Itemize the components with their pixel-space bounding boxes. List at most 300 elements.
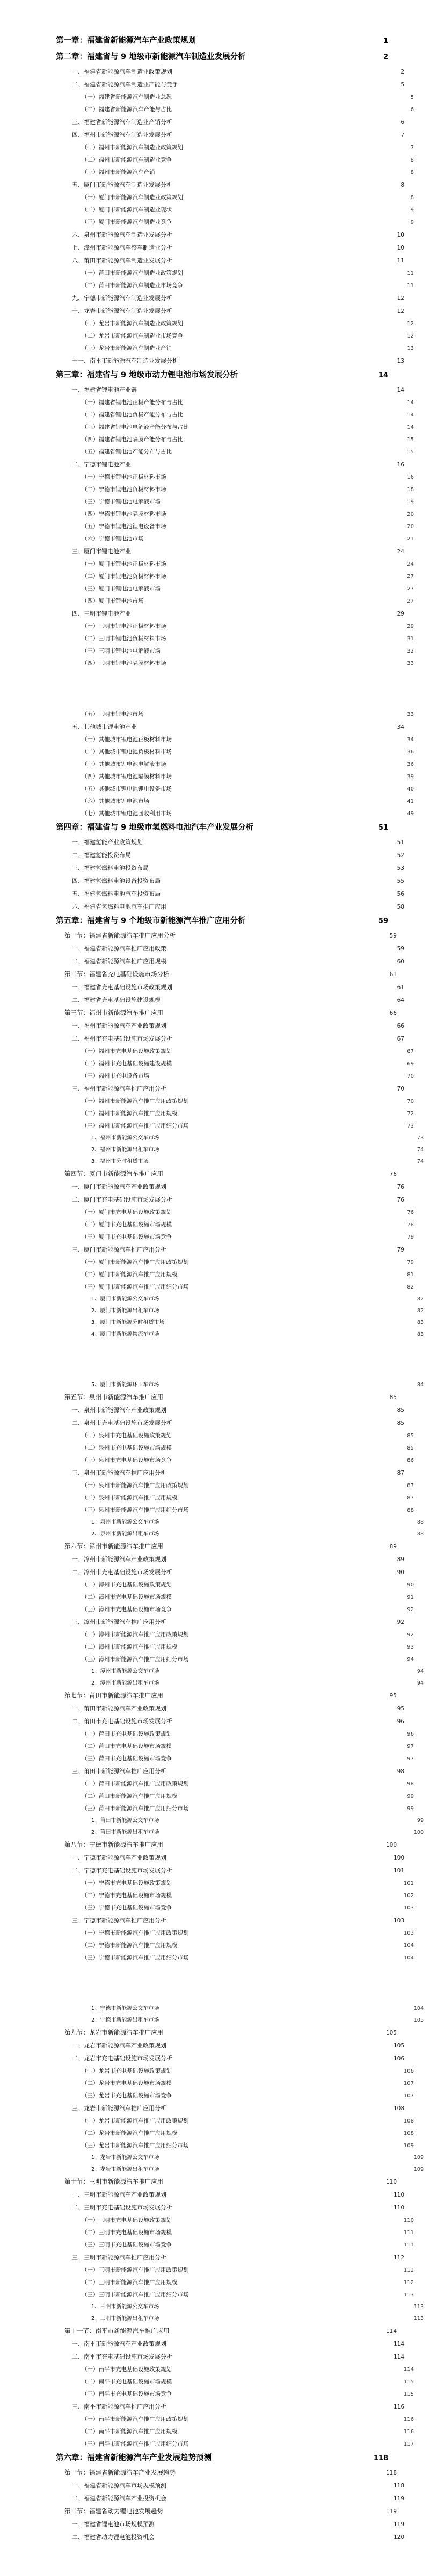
toc-level1-entry[interactable] — [72, 2351, 404, 2363]
toc-page-number: 97 — [407, 1756, 414, 1762]
toc-section-entry[interactable] — [64, 968, 397, 981]
toc-level1-entry[interactable] — [72, 2401, 404, 2413]
toc-page-number: 5 — [401, 82, 404, 88]
toc-page-number: 85 — [397, 1420, 404, 1426]
toc-level1-entry[interactable] — [72, 2531, 404, 2544]
toc-page-number: 111 — [403, 2230, 414, 2236]
toc-level1-entry[interactable] — [72, 862, 404, 875]
toc-section-entry[interactable] — [64, 1839, 397, 1851]
toc-level2-entry[interactable] — [82, 2090, 414, 2102]
toc-level1-entry[interactable] — [72, 1616, 404, 1629]
toc-level1-entry[interactable] — [72, 179, 404, 192]
toc-page-number: 12 — [407, 321, 414, 327]
toc-level2-entry[interactable] — [82, 2227, 414, 2239]
toc-level3-entry[interactable] — [91, 2313, 424, 2325]
toc-page-number: 111 — [403, 2242, 414, 2248]
toc-level2-entry[interactable] — [82, 1045, 414, 1058]
toc-level2-entry[interactable] — [82, 1430, 414, 1442]
toc-level1-entry[interactable] — [72, 836, 404, 849]
toc-level2-entry[interactable] — [82, 746, 414, 758]
toc-level1-entry[interactable] — [72, 254, 404, 267]
toc-level2-entry[interactable] — [82, 1778, 414, 1790]
toc-dot-leader — [168, 2045, 392, 2046]
page-break — [56, 670, 388, 708]
toc-entry-label: 二、福建省新能源汽车推广应用规模 — [72, 958, 166, 965]
toc-entry-label: 二、福建省充电基础设施建设规模 — [72, 997, 161, 1004]
toc-page-number: 70 — [407, 1073, 414, 1079]
toc-dot-leader — [177, 2472, 385, 2473]
toc-entry-label: （二）福州市新能源汽车制造业竞争 — [82, 157, 172, 163]
toc-level2-entry[interactable] — [82, 521, 414, 533]
toc-level2-entry[interactable] — [82, 496, 414, 508]
toc-level1-entry[interactable] — [72, 78, 404, 91]
toc-entry-label: （二）福州市充电基础设施建设规模 — [82, 1060, 172, 1067]
toc-level2-entry[interactable] — [82, 1790, 414, 1803]
toc-level2-entry[interactable] — [82, 409, 414, 421]
toc-page-number: 108 — [393, 2105, 404, 2112]
toc-level1-entry[interactable] — [72, 875, 404, 888]
toc-level2-entry[interactable] — [82, 1591, 414, 1604]
toc-entry-label: （二）漳州市新能源汽车推广应用规模 — [82, 1644, 178, 1650]
toc-level1-entry[interactable] — [72, 2039, 404, 2052]
toc-entry-label: 十一、南平市新能源汽车制造业发展分析 — [72, 357, 178, 364]
toc-level1-entry[interactable] — [72, 65, 404, 78]
toc-page-number: 76 — [397, 1184, 404, 1190]
toc-page-number: 16 — [397, 462, 404, 468]
toc-level1-entry[interactable] — [72, 849, 404, 862]
toc-level1-entry[interactable] — [72, 1702, 404, 1715]
toc-entry-label: （三）宁德市锂电池电解液市场 — [82, 499, 161, 505]
toc-level2-entry[interactable] — [82, 734, 414, 746]
toc-page-number: 115 — [403, 2379, 414, 2385]
toc-entry-label: （三）厦门市锂电池电解液市场 — [82, 586, 161, 592]
toc-level2-entry[interactable] — [82, 1480, 414, 1492]
toc-level2-entry[interactable] — [82, 1206, 414, 1219]
toc-level2-entry[interactable] — [82, 1803, 414, 1815]
toc-level2-entry[interactable] — [82, 1604, 414, 1616]
toc-level2-entry[interactable] — [82, 508, 414, 521]
toc-level2-entry[interactable] — [82, 2277, 414, 2289]
toc-dot-leader — [173, 2207, 392, 2208]
toc-chapter-entry[interactable] — [56, 49, 388, 65]
toc-level3-entry[interactable] — [91, 1517, 424, 1528]
toc-level2-entry[interactable] — [82, 91, 414, 104]
toc-entry-label: （三）泉州市新能源汽车推广应用细分市场 — [82, 1507, 189, 1513]
toc-level2-entry[interactable] — [82, 1728, 414, 1740]
toc-level1-entry[interactable] — [72, 942, 404, 955]
toc-level1-entry[interactable] — [72, 1715, 404, 1728]
toc-level1-entry[interactable] — [72, 2102, 404, 2115]
toc-level3-entry[interactable] — [91, 1132, 424, 1144]
toc-section-entry[interactable] — [64, 2325, 397, 2338]
toc-entry-label: 2、厦门市新能源出租车市场 — [91, 1308, 159, 1314]
toc-dot-leader — [173, 1721, 396, 1722]
toc-level1-entry[interactable] — [72, 2189, 404, 2201]
toc-level2-entry[interactable] — [82, 104, 414, 116]
toc-page-number: 10 — [397, 245, 404, 251]
toc-level3-entry[interactable] — [91, 1293, 424, 1305]
toc-level2-entry[interactable] — [82, 2363, 414, 2376]
toc-level3-entry[interactable] — [91, 2164, 424, 2176]
toc-level1-entry[interactable] — [72, 1020, 404, 1033]
toc-section-entry[interactable] — [64, 930, 397, 942]
toc-level3-entry[interactable] — [91, 1666, 424, 1678]
toc-level2-entry[interactable] — [82, 267, 414, 280]
toc-level1-entry[interactable] — [72, 2251, 404, 2264]
toc-chapter-entry[interactable] — [56, 368, 388, 384]
toc-page-number: 85 — [397, 1407, 404, 1414]
toc-entry-label: （一）福建省锂电池正极产能分布与占比 — [82, 399, 183, 406]
toc-dot-leader — [179, 1274, 406, 1275]
toc-entry-label: 第六章：福建省新能源汽车产业发展趋势预测 — [56, 2454, 212, 2462]
toc-page-number: 61 — [397, 984, 404, 991]
toc-level2-entry[interactable] — [82, 397, 414, 409]
toc-page-number: 12 — [397, 308, 404, 314]
toc-level2-entry[interactable] — [82, 1952, 414, 1964]
toc-level3-entry[interactable] — [91, 1379, 424, 1391]
toc-dot-leader — [173, 1224, 405, 1225]
toc-page-number: 119 — [393, 2521, 404, 2528]
toc-level3-entry[interactable] — [91, 1317, 424, 1329]
toc-page-number: 112 — [403, 2280, 414, 2286]
toc-level1-entry[interactable] — [72, 888, 404, 901]
toc-level2-entry[interactable] — [82, 533, 414, 545]
toc-section-entry[interactable] — [64, 2505, 397, 2518]
toc-level3-entry[interactable] — [91, 2152, 424, 2164]
toc-level3-entry[interactable] — [91, 1815, 424, 1827]
toc-level2-entry[interactable] — [82, 2140, 414, 2152]
toc-level2-entry[interactable] — [82, 142, 414, 154]
toc-level1-entry[interactable] — [72, 901, 404, 913]
toc-entry-label: （一）福州市新能源汽车推广应用政策规划 — [82, 1098, 189, 1104]
toc-section-entry[interactable] — [64, 2467, 397, 2479]
toc-dot-leader — [190, 2443, 403, 2444]
toc-level2-entry[interactable] — [82, 783, 414, 795]
toc-entry-label: （二）莆田市新能源汽车推广应用规模 — [82, 1793, 178, 1799]
toc-page-number: 114 — [403, 2367, 414, 2373]
toc-level3-entry[interactable] — [91, 1156, 424, 1168]
toc-level2-entry[interactable] — [82, 484, 414, 496]
toc-level2-entry[interactable] — [82, 2413, 414, 2426]
toc-dot-leader — [173, 1870, 392, 1871]
toc-level2-entry[interactable] — [82, 645, 414, 657]
toc-level2-entry[interactable] — [82, 166, 414, 179]
toc-dot-leader — [173, 247, 396, 248]
toc-entry-label: 2、福州市新能源出租车市场 — [91, 1147, 159, 1153]
toc-level2-entry[interactable] — [82, 318, 414, 330]
toc-level1-entry[interactable] — [72, 305, 404, 318]
toc-page-number: 72 — [407, 1111, 414, 1117]
toc-section-entry[interactable] — [64, 1007, 397, 1020]
toc-level1-entry[interactable] — [72, 1417, 404, 1430]
toc-entry-label: （二）福州市新能源汽车推广应用规模 — [82, 1110, 178, 1117]
toc-level2-entry[interactable] — [82, 342, 414, 355]
toc-page-number: 103 — [403, 1905, 414, 1911]
toc-page-number: 105 — [413, 2017, 424, 2023]
toc-level1-entry[interactable] — [72, 1404, 404, 1417]
toc-dot-leader — [168, 2485, 392, 2486]
toc-level1-entry[interactable] — [72, 1566, 404, 1579]
toc-entry-label: 第四章：福建省与 9 地级市氢燃料电池汽车产业发展分析 — [56, 823, 254, 832]
toc-level2-entry[interactable] — [82, 1070, 414, 1082]
toc-level1-entry[interactable] — [72, 241, 404, 254]
toc-page-number: 107 — [403, 2093, 414, 2099]
toc-level1-entry[interactable] — [72, 2518, 404, 2531]
toc-level2-entry[interactable] — [82, 1454, 414, 1467]
toc-level2-entry[interactable] — [82, 1095, 414, 1108]
toc-page-number: 118 — [385, 2470, 397, 2476]
toc-chapter-entry[interactable] — [56, 2450, 388, 2467]
toc-level2-entry[interactable] — [82, 1629, 414, 1641]
toc-entry-label: 第七节：莆田市新能源汽车推广应用 — [64, 1692, 163, 1699]
toc-page-number: 98 — [407, 1781, 414, 1787]
toc-section-entry[interactable] — [64, 1540, 397, 1553]
toc-level1-entry[interactable] — [72, 292, 404, 305]
toc-level1-entry[interactable] — [72, 2052, 404, 2065]
toc-page-number: 90 — [397, 1569, 404, 1576]
toc-level2-entry[interactable] — [82, 1890, 414, 1902]
toc-page-number: 66 — [397, 1023, 404, 1029]
toc-entry-label: 三、福州市新能源汽车推广应用分析 — [72, 1085, 166, 1092]
toc-level2-entry[interactable] — [82, 633, 414, 645]
toc-level2-entry[interactable] — [82, 154, 414, 166]
toc-level2-entry[interactable] — [82, 1256, 414, 1269]
toc-page-number: 34 — [397, 724, 404, 730]
toc-level2-entry[interactable] — [82, 204, 414, 216]
toc-level1-entry[interactable] — [72, 1553, 404, 1566]
toc-level1-entry[interactable] — [72, 1194, 404, 1206]
toc-level3-entry[interactable] — [91, 1329, 424, 1341]
toc-level1-entry[interactable] — [72, 608, 404, 620]
toc-page-number: 96 — [407, 1731, 414, 1737]
toc-level1-entry[interactable] — [72, 994, 404, 1007]
toc-entry-label: （四）宁德市锂电池隔膜材料市场 — [82, 511, 166, 517]
toc-entry-label: 三、龙岩市新能源汽车推广应用分析 — [72, 2105, 166, 2112]
toc-level2-entry[interactable] — [82, 421, 414, 434]
toc-level2-entry[interactable] — [82, 1504, 414, 1517]
toc-level2-entry[interactable] — [82, 2127, 414, 2140]
toc-page-number: 7 — [401, 132, 404, 138]
toc-level1-entry[interactable] — [72, 2338, 404, 2351]
toc-page-number: 15 — [407, 449, 414, 455]
toc-page-number: 14 — [407, 412, 414, 418]
toc-level2-entry[interactable] — [82, 216, 414, 229]
toc-level2-entry[interactable] — [82, 1492, 414, 1504]
toc-page-number: 6 — [401, 119, 404, 126]
toc-level1-entry[interactable] — [72, 721, 404, 734]
toc-page-number: 40 — [407, 786, 414, 792]
toc-level2-entry[interactable] — [82, 657, 414, 670]
toc-level3-entry[interactable] — [91, 2015, 424, 2026]
toc-level2-entry[interactable] — [82, 1927, 414, 1940]
toc-entry-label: 二、宁德市锂电池产业 — [72, 461, 131, 468]
toc-level1-entry[interactable] — [72, 2492, 404, 2505]
toc-level3-entry[interactable] — [91, 1678, 424, 1689]
toc-level1-entry[interactable] — [72, 2479, 404, 2492]
toc-level2-entry[interactable] — [82, 1269, 414, 1281]
toc-page-number: 110 — [385, 2179, 397, 2185]
toc-page-number: 83 — [417, 1320, 424, 1326]
toc-page-number: 9 — [410, 207, 414, 213]
toc-level2-entry[interactable] — [82, 595, 414, 608]
toc-level2-entry[interactable] — [82, 620, 414, 633]
toc-level2-entry[interactable] — [82, 2426, 414, 2438]
toc-page-number: 36 — [407, 749, 414, 755]
toc-entry-label: 一、莆田市新能源汽车产业政策规划 — [72, 1705, 166, 1712]
toc-level1-entry[interactable] — [72, 355, 404, 368]
toc-dot-leader — [177, 935, 388, 936]
toc-section-entry[interactable] — [64, 1391, 397, 1404]
toc-level2-entry[interactable] — [82, 1740, 414, 1753]
toc-dot-leader — [173, 2244, 403, 2245]
toc-level3-entry[interactable] — [91, 2301, 424, 2313]
toc-level2-entry[interactable] — [82, 1442, 414, 1454]
toc-dot-leader — [168, 2406, 392, 2407]
toc-level2-entry[interactable] — [82, 1940, 414, 1952]
toc-dot-leader — [179, 2431, 403, 2432]
toc-entry-label: （三）三明市充电基础设施市场竞争 — [82, 2242, 172, 2248]
toc-level2-entry[interactable] — [82, 2077, 414, 2090]
toc-page-number: 92 — [407, 1607, 414, 1613]
toc-entry-label: （二）漳州市充电基础设施市场规模 — [82, 1594, 172, 1600]
toc-level2-entry[interactable] — [82, 192, 414, 204]
toc-page-number: 94 — [417, 1668, 424, 1674]
toc-chapter-entry[interactable] — [56, 33, 388, 49]
toc-level2-entry[interactable] — [82, 2376, 414, 2388]
toc-level2-entry[interactable] — [82, 2239, 414, 2251]
toc-level2-entry[interactable] — [82, 1219, 414, 1231]
toc-level3-entry[interactable] — [91, 1827, 424, 1839]
toc-level2-entry[interactable] — [82, 2065, 414, 2077]
toc-level1-entry[interactable] — [72, 1851, 404, 1864]
toc-level3-entry[interactable] — [91, 1528, 424, 1540]
toc-level1-entry[interactable] — [72, 384, 404, 397]
toc-level2-entry[interactable] — [82, 1108, 414, 1120]
toc-entry-label: 第二节：福建省充电基础设施市场分析 — [64, 970, 170, 978]
toc-level2-entry[interactable] — [82, 1281, 414, 1293]
toc-page-number: 117 — [403, 2441, 414, 2447]
toc-level2-entry[interactable] — [82, 1231, 414, 1243]
toc-level2-entry[interactable] — [82, 558, 414, 570]
toc-entry-label: （三）莆田市充电基础设施市场竞争 — [82, 1755, 172, 1762]
toc-level1-entry[interactable] — [72, 1033, 404, 1045]
toc-level1-entry[interactable] — [72, 545, 404, 558]
toc-level2-entry[interactable] — [82, 1902, 414, 1914]
toc-entry-label: （一）厦门市新能源汽车推广应用政策规划 — [82, 1259, 189, 1265]
toc-page-number: 100 — [413, 1829, 424, 1835]
toc-level3-entry[interactable] — [91, 1144, 424, 1156]
toc-level2-entry[interactable] — [82, 471, 414, 484]
toc-level2-entry[interactable] — [82, 758, 414, 771]
toc-level1-entry[interactable] — [72, 1864, 404, 1877]
toc-level2-entry[interactable] — [82, 570, 414, 583]
toc-page-number: 104 — [403, 1955, 414, 1961]
toc-page-number: 95 — [397, 1706, 404, 1712]
toc-level2-entry[interactable] — [82, 583, 414, 595]
toc-chapter-entry[interactable] — [56, 820, 388, 836]
toc-level2-entry[interactable] — [82, 2438, 414, 2450]
toc-level2-entry[interactable] — [82, 2264, 414, 2277]
toc-page-number: 104 — [403, 1943, 414, 1949]
toc-level2-entry[interactable] — [82, 2214, 414, 2227]
toc-dot-leader — [168, 2194, 392, 2195]
toc-level1-entry[interactable] — [72, 2201, 404, 2214]
toc-entry-label: （一）龙岩市充电基础设施政策规划 — [82, 2068, 172, 2074]
toc-level2-entry[interactable] — [82, 446, 414, 458]
toc-level2-entry[interactable] — [82, 808, 414, 820]
toc-page-number: 98 — [397, 1768, 404, 1775]
toc-level2-entry[interactable] — [82, 708, 414, 721]
toc-page-number: 13 — [407, 346, 414, 352]
toc-level2-entry[interactable] — [82, 2115, 414, 2127]
toc-page-number: 14 — [397, 387, 404, 393]
toc-level2-entry[interactable] — [82, 434, 414, 446]
toc-section-entry[interactable] — [64, 1168, 397, 1181]
toc-dot-leader — [168, 906, 396, 907]
toc-level1-entry[interactable] — [72, 1914, 404, 1927]
toc-level2-entry[interactable] — [82, 1653, 414, 1666]
toc-page-number: 89 — [397, 1556, 404, 1563]
toc-page-number: 73 — [417, 1135, 424, 1141]
toc-page-number: 66 — [389, 1010, 397, 1016]
toc-level1-entry[interactable] — [72, 1181, 404, 1194]
toc-level1-entry[interactable] — [72, 116, 404, 129]
toc-page-number: 109 — [403, 2143, 414, 2149]
toc-level1-entry[interactable] — [72, 1082, 404, 1095]
toc-level2-entry[interactable] — [82, 1877, 414, 1890]
toc-page-number: 12 — [407, 333, 414, 339]
toc-page-number: 73 — [407, 1123, 414, 1129]
toc-entry-label: 2、泉州市新能源出租车市场 — [91, 1531, 159, 1537]
toc-level1-entry[interactable] — [72, 129, 404, 142]
toc-level2-entry[interactable] — [82, 771, 414, 783]
toc-level2-entry[interactable] — [82, 1058, 414, 1070]
toc-level2-entry[interactable] — [82, 2388, 414, 2401]
toc-level1-entry[interactable] — [72, 955, 404, 968]
toc-entry-label: （五）其他城市锂电池锂电设备市场 — [82, 786, 172, 792]
toc-level1-entry[interactable] — [72, 981, 404, 994]
toc-section-entry[interactable] — [64, 1689, 397, 1702]
toc-chapter-entry[interactable] — [56, 913, 388, 930]
toc-section-entry[interactable] — [64, 2176, 397, 2189]
toc-level2-entry[interactable] — [82, 330, 414, 342]
toc-level1-entry[interactable] — [72, 1765, 404, 1778]
toc-section-entry[interactable] — [64, 2026, 397, 2039]
toc-page-number: 8 — [410, 157, 414, 163]
toc-level2-entry[interactable] — [82, 795, 414, 808]
toc-level2-entry[interactable] — [82, 280, 414, 292]
toc-level1-entry[interactable] — [72, 1243, 404, 1256]
toc-dot-leader — [173, 1435, 405, 1436]
toc-dot-leader — [190, 1808, 406, 1809]
toc-level1-entry[interactable] — [72, 1467, 404, 1480]
toc-page-number: 14 — [378, 371, 388, 379]
toc-entry-label: 第五节：泉州市新能源汽车推广应用 — [64, 1393, 163, 1401]
toc-level2-entry[interactable] — [82, 1120, 414, 1132]
toc-level3-entry[interactable] — [91, 2003, 424, 2015]
toc-level1-entry[interactable] — [72, 229, 404, 241]
toc-level2-entry[interactable] — [82, 1579, 414, 1591]
toc-entry-label: 1、龙岩市新能源公交车市场 — [91, 2155, 159, 2161]
toc-level3-entry[interactable] — [91, 1305, 424, 1317]
toc-level1-entry[interactable] — [72, 458, 404, 471]
toc-level2-entry[interactable] — [82, 1641, 414, 1653]
toc-level2-entry[interactable] — [82, 1753, 414, 1765]
toc-entry-label: （二）其他城市锂电池负极材料市场 — [82, 749, 172, 755]
toc-entry-label: （三）漳州市新能源汽车推广应用细分市场 — [82, 1656, 189, 1663]
toc-entry-label: （二）宁德市锂电池负极材料市场 — [82, 486, 166, 493]
toc-level2-entry[interactable] — [82, 2289, 414, 2301]
